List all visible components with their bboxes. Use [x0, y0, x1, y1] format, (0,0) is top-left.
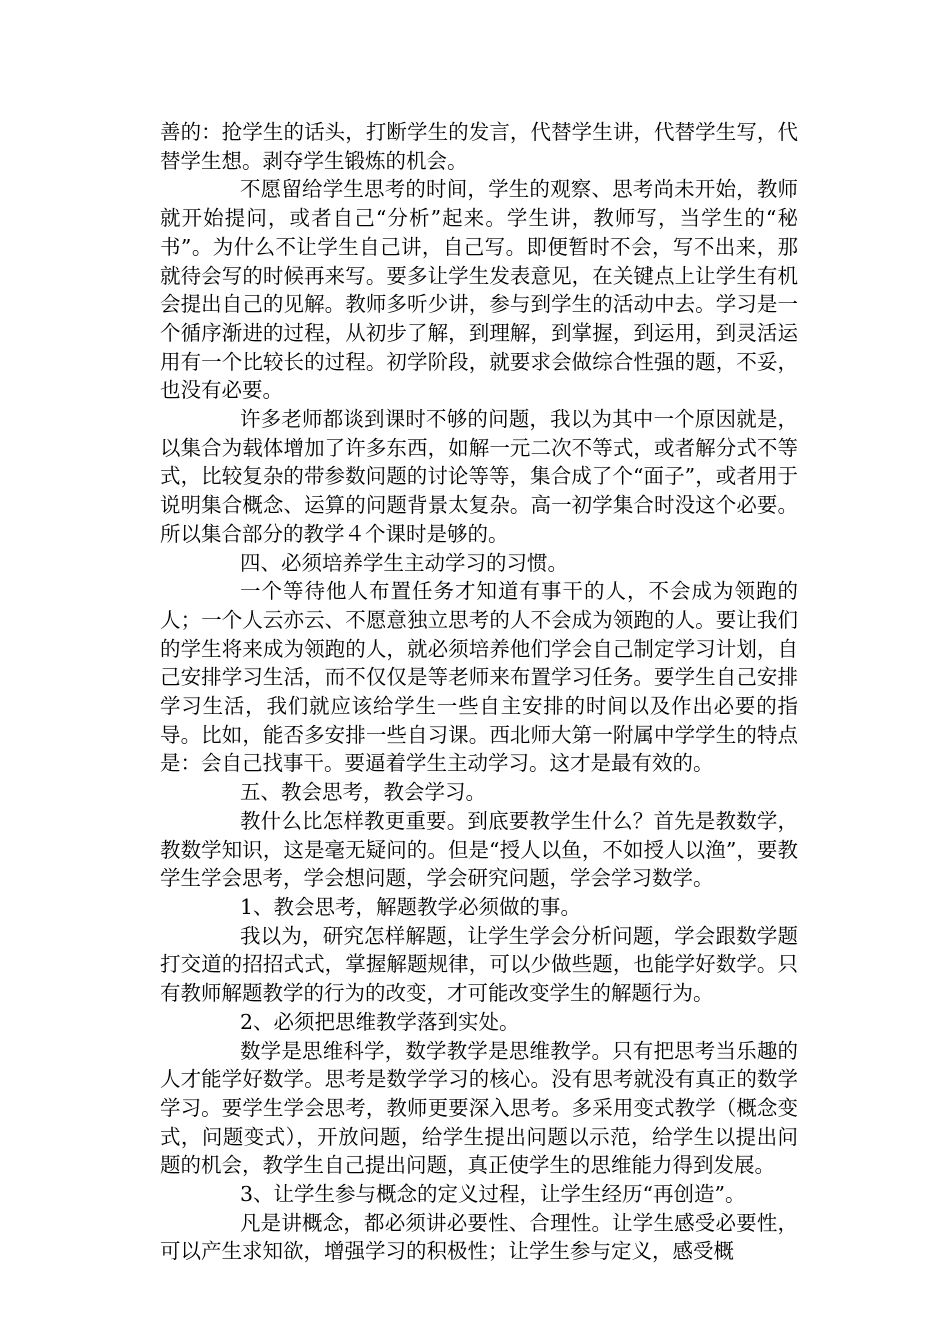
paragraph-3: 许多老师都谈到课时不够的问题，我以为其中一个原因就是，以集合为载体增加了许多东西，如解一元二次不等式，或者解分式不等式，比较复杂的带参数问题的讨论等等，集合成了个“面子”，或者用于说明集合概念、运算的问题背景太复杂。高一初学集合时没这个必要。所以集合部分的教学４个课时是够的。: [160, 407, 798, 546]
subheading-3: 3、让学生参与概念的定义过程，让学生经历“再创造”。: [240, 1182, 746, 1207]
section-heading-4: 四、必须培养学生主动学习的习惯。: [240, 550, 568, 575]
paragraph-1: 善的：抢学生的话头，打断学生的发言，代替学生讲，代替学生写，代替学生想。剥夺学生锻炼的机会。: [160, 120, 798, 173]
paragraph-11: 数学是思维科学，数学教学是思维教学。只有把思考当乐趣的人才能学好数学。思考是数学学习的核心。没有思考就没有真正的数学学习。要学生学会思考，教师更要深入思考。多采用变式教学（概念变式，问题变式），开放问题，给学生提出问题以示范，给学生以提出问题的机会，教学生自己提出问题，真正使学生的思维能力得到发展。: [160, 1038, 798, 1178]
paragraph-7: 教什么比怎样教更重要。到底要教学生什么？首先是教数学，教数学知识，这是毫无疑问的。但是“授人以鱼，不如授人以渔”，要教学生学会思考，学会想问题，学会研究问题，学会学习数学。: [160, 808, 798, 891]
subheading-2: 2、必须把思维教学落到实处。: [240, 1009, 520, 1034]
subheading-1: 1、教会思考，解题教学必须做的事。: [240, 894, 582, 919]
document-body: [160, 118, 798, 1266]
paragraph-9: 我以为，研究怎样解题，让学生学会分析问题，学会跟数学题打交道的招招式式，掌握解题规律，可以少做些题，也能学好数学。只有教师解题教学的行为的改变，才可能改变学生的解题行为。: [160, 923, 798, 1006]
paragraph-13: 凡是讲概念，都必须讲必要性、合理性。让学生感受必要性，可以产生求知欲，增强学习的积极性；让学生参与定义，感受概: [160, 1210, 798, 1264]
paragraph-2: 不愿留给学生思考的时间，学生的观察、思考尚未开始，教师就开始提问，或者自己“分析”起来。学生讲，教师写，当学生的“秘书”。为什么不让学生自己讲，自己写。即便暂时不会，写不出来，那就待会写的时候再来写。要多让学生发表意见，在关键点上让学生有机会提出自己的见解。教师多听少讲，参与到学生的活动中去。学习是一个循序渐进的过程，从初步了解，到理解，到掌握，到运用，到灵活运用有一个比较长的过程。初学阶段，就要求会做综合性强的题，不妥，也没有必要。: [160, 177, 798, 403]
paragraph-5: 一个等待他人布置任务才知道有事干的人，不会成为领跑的人；一个人云亦云、不愿意独立思考的人不会成为领跑的人。要让我们的学生将来成为领跑的人，就必须培养他们学会自己制定学习计划，自己安排学习生活，而不仅仅是等老师来布置学习任务。要学生自己安排学习生活，我们就应该给学生一些自主安排的时间以及作出必要的指导。比如，能否多安排一些自习课。西北师大第一附属中学学生的特点是：会自己找事干。要逼着学生主动学习。这才是最有效的。: [160, 579, 798, 776]
section-heading-5: 五、教会思考，教会学习。: [240, 780, 486, 805]
